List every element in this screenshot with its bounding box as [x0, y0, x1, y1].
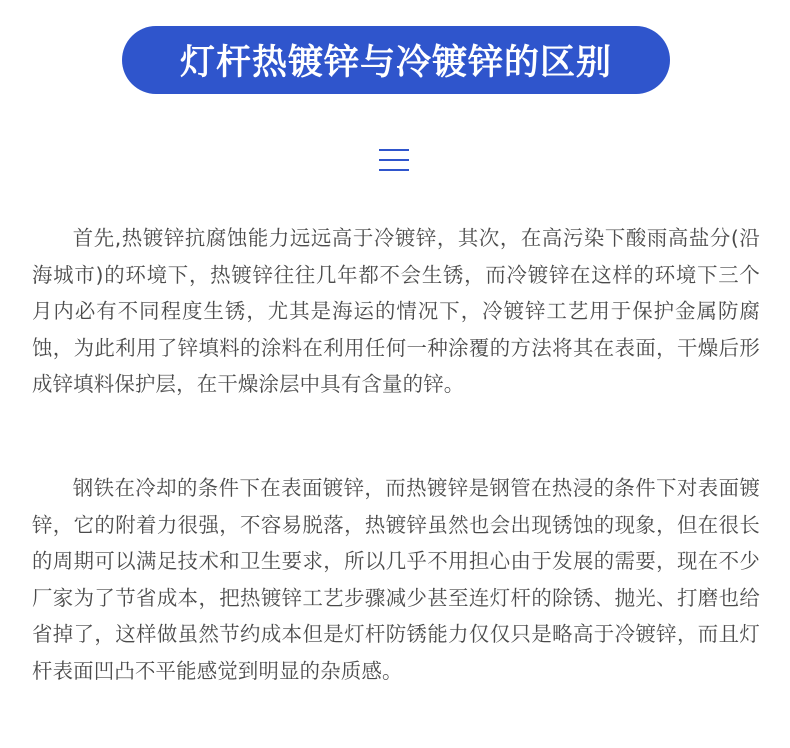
- menu-lines-icon: [379, 149, 409, 171]
- paragraph-second: 钢铁在冷却的条件下在表面镀锌，而热镀锌是钢管在热浸的条件下对表面镀锌，它的附着力很强，不容易脱落，热镀锌虽然也会出现锈蚀的现象，但在很长的周期可以满足技术和卫生要求，所以几乎不用担心由于发展的需要，现在不少厂家为了节省成本，把热镀锌工艺步骤减少甚至连灯杆的除锈、抛光、打磨也给省掉了，这样做虽然节约成本但是灯杆防锈能力仅仅只是略高于冷镀锌，而且灯杆表面凹凸不平能感觉到明显的杂质感。: [32, 476, 760, 683]
- menu-line: [379, 149, 409, 151]
- title-banner: [122, 26, 670, 94]
- page-title: 灯杆热镀锌与冷镀锌的区别: [179, 43, 612, 83]
- menu-line: [379, 169, 409, 171]
- menu-line: [379, 159, 409, 161]
- paragraph-first: 首先,热镀锌抗腐蚀能力远远高于冷镀锌，其次，在高污染下酸雨高盐分(沿海城市)的环境下，热镀锌往往几年都不会生锈，而冷镀锌在这样的环境下三个月内必有不同程度生锈，尤其是海运的情况下，冷镀锌工艺用于保护金属防腐蚀，为此利用了锌填料的涂料在利用任何一种涂覆的方法将其在表面，干燥后形成锌填料保护层，在干燥涂层中具有含量的锌。: [32, 226, 760, 396]
